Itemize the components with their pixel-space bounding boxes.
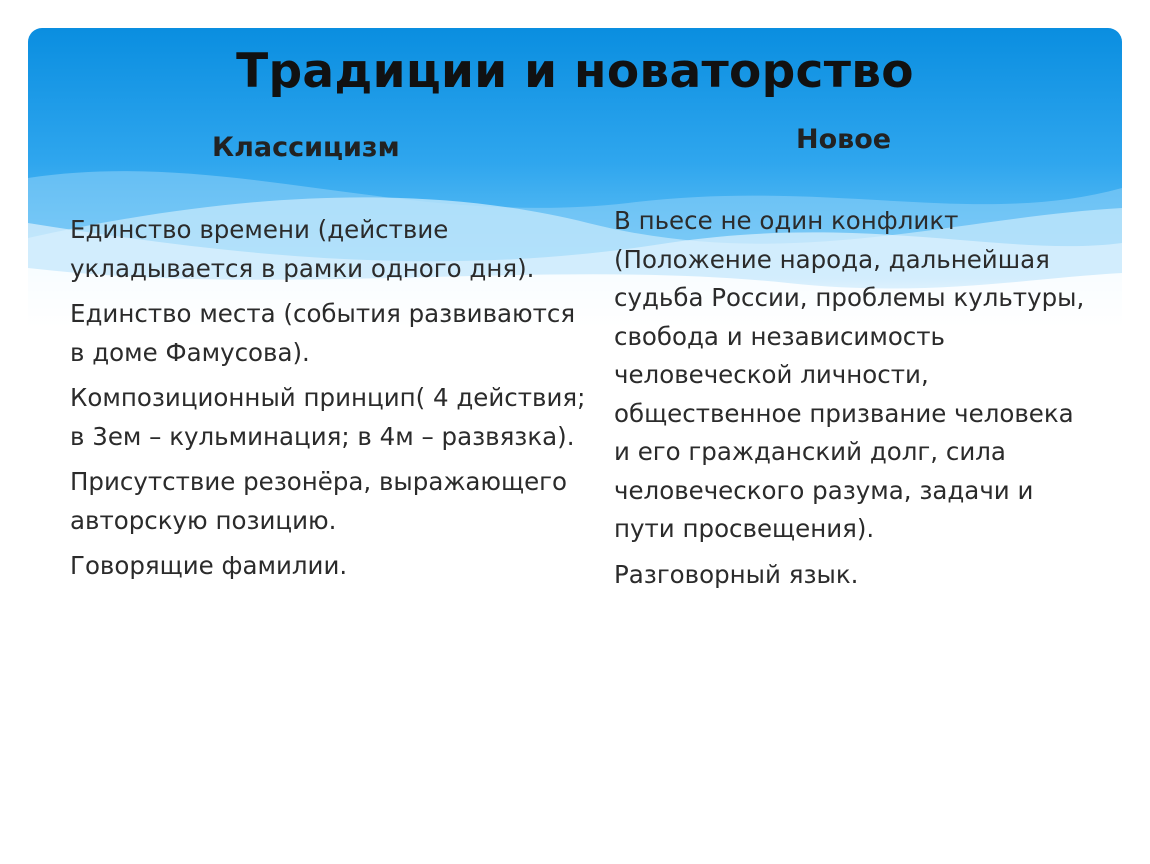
column-heading-classicism: Классицизм xyxy=(212,132,400,163)
classicism-list xyxy=(70,211,590,593)
list-item: В пьесе не один конфликт (Положение народа, дальнейшая судьба России, проблемы культуры, свобода и независимость человеческой личности, общественное призвание человека и его гражданский долг, сила человеческого разума, задачи и пути просвещения). xyxy=(614,206,1085,543)
list-item: Единство времени (действие укладывается в рамки одного дня). xyxy=(70,215,535,283)
column-heading-new: Новое xyxy=(796,124,892,155)
list-item: Разговорный язык. xyxy=(614,559,859,589)
list-item: Говорящие фамилии. xyxy=(70,551,348,580)
new-list xyxy=(614,202,1094,601)
slide-title: Традиции и новаторство xyxy=(236,44,914,99)
list-item: Композиционный принцип( 4 действия; в 3ем – кульминация; в 4м – развязка). xyxy=(70,383,586,451)
list-item: Единство места (события развиваются в доме Фамусова). xyxy=(70,299,576,367)
list-item: Присутствие резонёра, выражающего авторскую позицию. xyxy=(70,467,568,535)
